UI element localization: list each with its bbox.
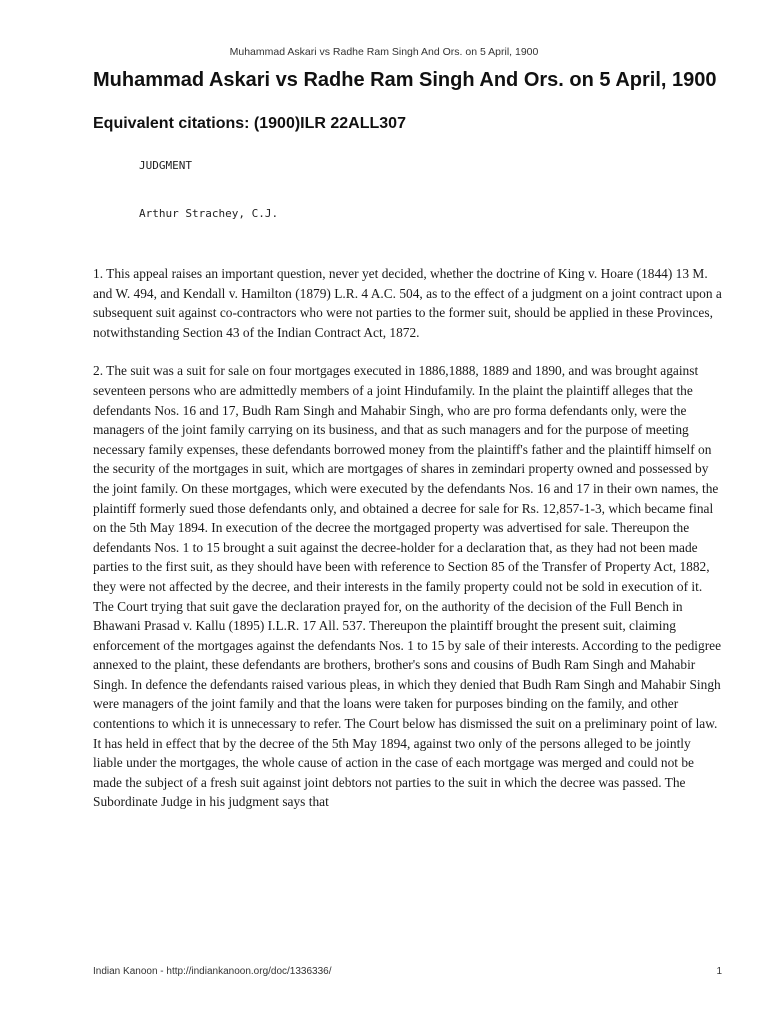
running-header: Muhammad Askari vs Radhe Ram Singh And Ors. on 5 April, 1900 — [229, 46, 539, 58]
equivalent-citations: Equivalent citations: (1900)ILR 22ALL307 — [93, 115, 406, 132]
paragraph-2: 2. The suit was a suit for sale on four mortgages executed in 1886,1888, 1889 and 1890, and was brought against seventeen persons who are admittedly members of a joint Hindufamily. In the plaint the plaintiff alleges that the defendants Nos. 16 and 17, Budh Ram Singh and Mahabir Singh, who are pro forma defendants only, were the managers of the joint family carrying on its business, and that as such managers and for the purpose of meeting necessary family expenses, these defendants borrowed money from the plaintiff's father and the plaintiff himself on the security of the mortgages in suit, which are mortgages of shares in zemindari property owned and possessed by the joint family. On these mortgages, which were executed by the defendants Nos. 16 and 17 in their own names, the plaintiff formerly sued those defendants only, and obtained a decree for sale for Rs. 12,857-1-3, which became final on the 5th May 1894. In execution of the decree the mortgaged property was advertised for sale. Thereupon the defendants Nos. 1 to 15 brought a suit against the decree-holder for a declaration that, as they had not been made parties to the first suit, as they should have been with reference to Section 85 of the Transfer of Property Act, 1882, they were not affected by the decree, and their interests in the family property could not be sold in execution of it. The Court trying that suit gave the declaration prayed for, on the authority of the decision of the Full Bench in Bhawani Prasad v. Kallu (1895) I.L.R. 17 All. 537. Thereupon the plaintiff brought the present suit, claiming enforcement of the mortgages against the defendants Nos. 1 to 15 by sale of their interests. According to the pedigree annexed to the plaint, these defendants are brothers, brother's sons and cousins of Budh Ram Singh and Mahabir Singh. In defence the defendants raised various pleas, in which they denied that Budh Ram Singh and Mahabir Singh were managers of the joint family and that the loans were taken for purposes binding on the family, and other contentions to which it is unnecessary to refer. The Court below has dismissed the suit on a preliminary point of law. It has held in effect that by the decree of the 5th May 1894, against two only of the persons alleged to be jointly liable under the mortgages, the whole cause of action in the case of each mortgage was merged and could not be made the subject of a fresh suit against joint debtors not parties to the suit in which the decree was passed. The Subordinate Judge in his judgment says that — [93, 363, 722, 810]
footer-source-link[interactable]: Indian Kanoon - http://indiankanoon.org/doc/1336336/ — [93, 966, 332, 977]
judge-name: Arthur Strachey, C.J. — [139, 207, 279, 220]
judgment-label: JUDGMENT — [139, 159, 192, 172]
page-number: 1 — [716, 966, 722, 977]
paragraph-1: 1. This appeal raises an important question, never yet decided, whether the doctrine of King v. Hoare (1844) 13 M. and W. 494, and Kendall v. Hamilton (1879) L.R. 4 A.C. 504, as to the effect of a judgment on a joint contract upon a subsequent suit against co-contractors who were not parties to the former suit, should be applied in these Provinces, notwithstanding Section 43 of the Indian Contract Act, 1872. — [93, 266, 722, 340]
document-title: Muhammad Askari vs Radhe Ram Singh And Ors. on 5 April, 1900 — [93, 69, 717, 91]
document-body — [93, 66, 723, 812]
